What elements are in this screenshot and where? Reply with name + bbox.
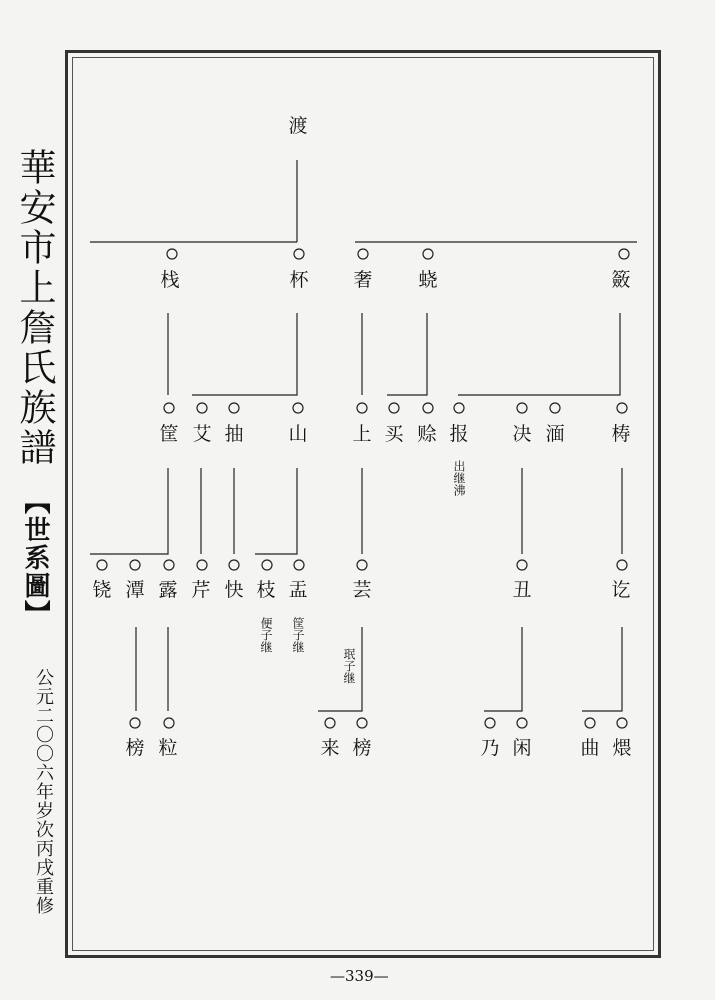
name-tan: 潭 (125, 579, 145, 601)
name-xian: 闲 (512, 737, 532, 759)
section-title: 【世系圖】 (20, 488, 50, 628)
note-yun: 珉子继 (342, 648, 356, 684)
name-hui: 煨 (612, 737, 632, 759)
name-rao2: 铙 (92, 579, 112, 601)
name-qi: 讫 (611, 579, 631, 601)
name-yun: 芸 (352, 579, 372, 601)
name-qu: 曲 (580, 737, 600, 759)
name-qin: 芹 (191, 579, 211, 601)
note-yu: 筐子继 (291, 617, 305, 653)
name-shan: 山 (288, 423, 308, 445)
name-markers (97, 249, 629, 728)
edition-note: 公元二〇〇六年岁次丙戌重修 (33, 668, 54, 915)
name-bei: 杯 (289, 269, 309, 291)
name-bao: 报 (449, 423, 469, 445)
page-number: —339— (330, 967, 389, 985)
name-zang: 赊 (417, 423, 437, 445)
name-zhan: 栈 (160, 269, 180, 291)
name-lai: 来 (320, 737, 340, 759)
name-kuang: 筐 (159, 423, 179, 445)
name-kuai: 快 (224, 579, 244, 601)
name-bang: 梼 (611, 423, 631, 445)
book-title: 華安市上詹氏族譜 (13, 148, 56, 468)
name-li: 粒 (158, 737, 178, 759)
name-chou2: 丑 (512, 579, 532, 601)
name-shang: 上 (352, 423, 372, 445)
name-ai: 艾 (192, 423, 212, 445)
name-chou: 抽 (224, 423, 244, 445)
name-nai: 乃 (480, 737, 500, 759)
name-mian: 湎 (545, 423, 565, 445)
name-rao: 蛲 (418, 269, 438, 291)
name-lu: 露 (158, 579, 178, 601)
name-bang3: 榜 (352, 737, 372, 759)
name-jue: 决 (512, 423, 532, 445)
name-bang2: 榜 (125, 737, 145, 759)
note-bao: 出继沸 (452, 460, 466, 496)
name-mai: 买 (384, 423, 404, 445)
name-lian: 籢 (611, 269, 631, 291)
name-yu: 盂 (288, 579, 308, 601)
name-zhi: 枝 (256, 579, 276, 601)
name-she: 奢 (353, 269, 373, 291)
name-du: 渡 (288, 115, 308, 137)
note-zhi: 便子继 (259, 617, 273, 653)
